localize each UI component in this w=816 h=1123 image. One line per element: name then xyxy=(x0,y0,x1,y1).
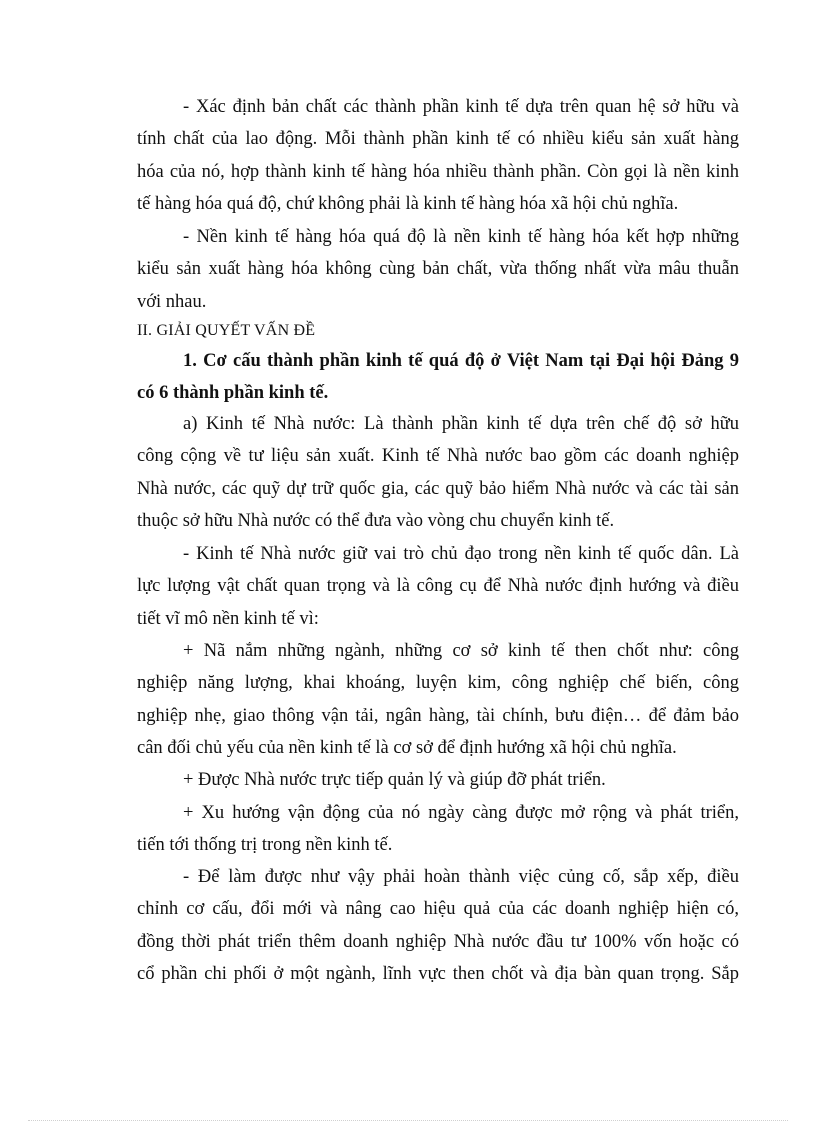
subheading-line: 1. Cơ cấu thành phần kinh tế quá độ ở Việt Nam tại Đại hội Đảng 9 xyxy=(183,351,739,371)
text-line: nghiệp năng lượng, khai khoáng, luyện kim, công nghiệp chế biến, công xyxy=(137,673,739,694)
text-line: đồng thời phát triển thêm doanh nghiệp Nhà nước đầu tư 100% vốn hoặc có xyxy=(137,931,739,952)
text-line: - Xác định bản chất các thành phần kinh tế dựa trên quan hệ sở hữu và xyxy=(183,97,739,117)
bullet-direct-management xyxy=(137,764,739,796)
text-line: công cộng về tư liệu sản xuất. Kinh tế Nhà nước bao gồm các doanh nghiệp xyxy=(137,446,739,467)
paragraph-ownership xyxy=(137,91,739,220)
text-line: + Được Nhà nước trực tiếp quản lý và giúp đỡ phát triển. xyxy=(183,770,606,790)
text-line: + Nã nắm những ngành, những cơ sở kinh tế then chốt như: công xyxy=(183,641,739,661)
text-line: với nhau. xyxy=(137,291,207,312)
bullet-growth-trend xyxy=(137,797,739,862)
bullet-key-sectors xyxy=(137,635,739,764)
text-line: tế hàng hóa quá độ, chứ không phải là kinh tế hàng hóa xã hội chủ nghĩa. xyxy=(137,193,679,214)
text-line: cổ phần chi phối ở một ngành, lĩnh vực then chốt và địa bàn quan trọng. Sắp xyxy=(137,963,739,984)
text-line: cân đối chủ yếu của nền kinh tế là cơ sở để định hướng xã hội chủ nghĩa. xyxy=(137,737,677,758)
text-line: nghiệp nhẹ, giao thông vận tải, ngân hàng, tài chính, bưu điện… để đảm bảo xyxy=(137,705,739,726)
page-bottom-divider xyxy=(28,1120,788,1121)
text-line: - Nền kinh tế hàng hóa quá độ là nền kinh tế hàng hóa kết hợp những xyxy=(183,227,739,247)
text-line: - Để làm được như vậy phải hoàn thành việc củng cố, sắp xếp, điều xyxy=(183,867,739,887)
text-line: tiến tới thống trị trong nền kinh tế. xyxy=(137,835,393,856)
text-line: lực lượng vật chất quan trọng và là công cụ để Nhà nước định hướng và điều xyxy=(137,576,739,597)
text-line: Nhà nước, các quỹ dự trữ quốc gia, các quỹ bảo hiểm Nhà nước và các tài sản xyxy=(137,478,739,499)
section-heading xyxy=(137,318,739,344)
text-line: thuộc sở hữu Nhà nước có thể đưa vào vòng chu chuyển kinh tế. xyxy=(137,510,615,531)
subheading-line: có 6 thành phần kinh tế. xyxy=(137,383,329,404)
text-line: + Xu hướng vận động của nó ngày càng được mở rộng và phát triển, xyxy=(183,803,739,823)
text-line: tiết vĩ mô nền kinh tế vì: xyxy=(137,608,319,629)
text-line: chỉnh cơ cấu, đổi mới và nâng cao hiệu quả của các doanh nghiệp hiện có, xyxy=(137,899,739,920)
paragraph-state-economy xyxy=(137,408,739,537)
text-line: hóa của nó, hợp thành kinh tế hàng hóa nhiều thành phần. Còn gọi là nền kinh xyxy=(137,161,739,182)
text-line: a) Kinh tế Nhà nước: Là thành phần kinh tế dựa trên chế độ sở hữu xyxy=(183,414,739,434)
subheading-economic-structure xyxy=(137,345,739,410)
text-line: - Kinh tế Nhà nước giữ vai trò chủ đạo trong nền kinh tế quốc dân. Là xyxy=(183,544,739,564)
text-line: kiểu sản xuất hàng hóa không cùng bản chất, vừa thống nhất vừa mâu thuẫn xyxy=(137,259,739,280)
section-heading-text: II. GIẢI QUYẾT VẤN ĐỀ xyxy=(137,322,316,339)
paragraph-leading-role xyxy=(137,538,739,635)
paragraph-transitional-economy xyxy=(137,221,739,318)
paragraph-restructuring xyxy=(137,861,739,990)
text-line: tính chất của lao động. Mỗi thành phần kinh tế có nhiều kiểu sản xuất hàng xyxy=(137,129,739,150)
